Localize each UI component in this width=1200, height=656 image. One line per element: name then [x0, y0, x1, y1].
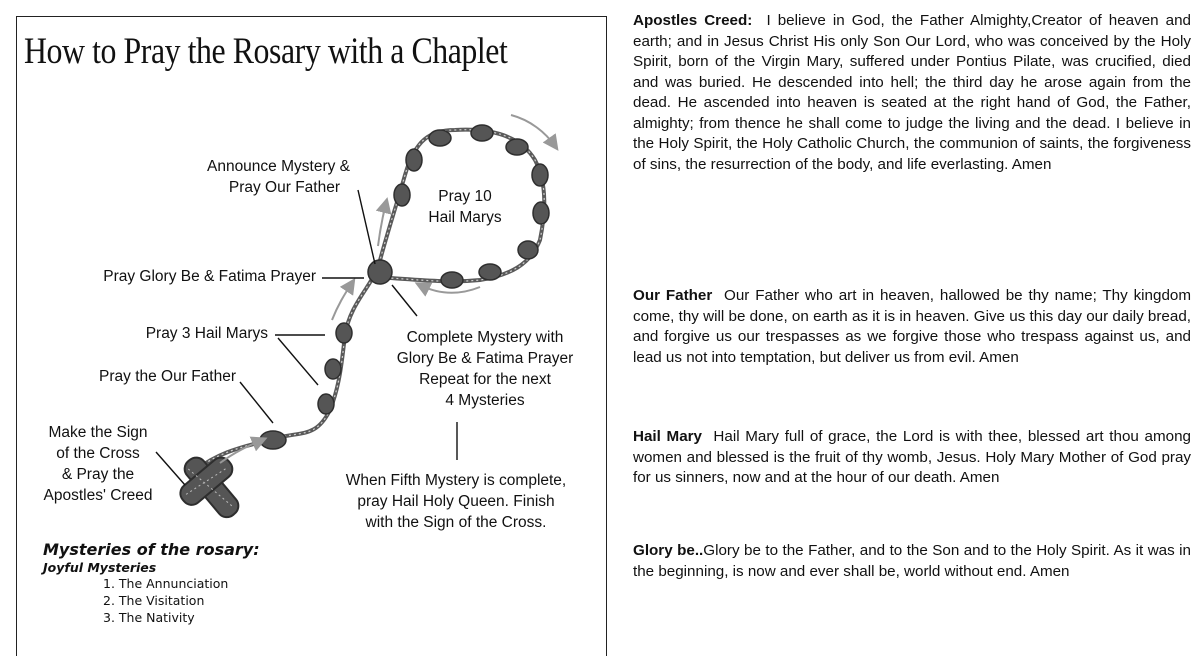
label-line: of the Cross	[56, 445, 140, 462]
joyful-mysteries-heading: Joyful Mysteries	[43, 560, 157, 575]
label-complete-mystery	[378, 327, 592, 411]
prayer-apostles-creed	[633, 11, 1191, 175]
list-item: 3. The Nativity	[103, 610, 195, 625]
label-line: Repeat for the next	[419, 371, 551, 388]
prayer-text: Our Father who art in heaven, hallowed be thy name; Thy kingdom come, thy will be done, on earth as it is in heaven. Give us this day our daily bread, and forgive us our trespasses as we forgive those who trespass against us, and lead us not into temptation, but deliver us from evil. Amen	[633, 287, 1191, 366]
label-pray-10-hail-marys	[420, 186, 510, 228]
label-line: pray Hail Holy Queen. Finish	[357, 493, 555, 510]
prayer-hail-mary	[633, 427, 1191, 489]
label-line: & Pray the	[61, 466, 135, 483]
label-announce-mystery	[180, 156, 350, 198]
label-line: Announce Mystery &	[206, 158, 350, 175]
list-item: 2. The Visitation	[103, 593, 205, 608]
prayer-title: Apostles Creed:	[633, 12, 753, 29]
prayer-text: Glory be to the Father, and to the Son and to the Holy Spirit. As it was in the beginning, is now and ever shall be, world without end. Amen	[633, 542, 1191, 580]
joyful-mysteries-list	[43, 575, 260, 626]
label-fifth-mystery	[318, 470, 594, 533]
prayer-glory-be	[633, 541, 1191, 582]
label-line: Make the Sign	[48, 424, 148, 441]
label-line: Apostles' Creed	[43, 487, 153, 504]
mysteries-list	[43, 540, 260, 626]
label-line: Pray Our Father	[228, 179, 340, 196]
prayer-text: I believe in God, the Father Almighty,Creator of heaven and earth; and in Jesus Christ His only Son Our Lord, who was conceived by the Holy Spirit, born of the Virgin Mary, suffered under Pontius Pilate, was crucified, died and was buried. He descended into hell; the third day he arose again from the dead. He ascended into heaven is seated at the right hand of God, the Father, almighty; from thence he shall come to judge the living and the dead. I believe in the Holy Spirit, the Holy Catholic Church, the communion of saints, the forgiveness of sins, the resurrection of the body, and life everlasting. Amen	[633, 12, 1192, 173]
label-line: Hail Marys	[428, 209, 502, 226]
label-sign-of-cross	[30, 422, 166, 506]
mysteries-heading: Mysteries of the rosary:	[43, 540, 260, 559]
prayer-title: Hail Mary	[633, 428, 703, 445]
label-our-father: Pray the Our Father	[99, 368, 236, 385]
prayer-title: Glory be..	[633, 542, 704, 559]
list-item: 1. The Annunciation	[103, 576, 229, 591]
prayer-text: Hail Mary full of grace, the Lord is with thee, blessed art thou among women and blessed is the fruit of thy womb, Jesus. Holy Mary Mother of God pray for us sinners, now and at the hour of our death. Amen	[633, 428, 1191, 486]
label-line: Glory Be & Fatima Prayer	[396, 350, 574, 367]
prayer-title: Our Father	[633, 287, 713, 304]
label-line: When Fifth Mystery is complete,	[345, 472, 567, 489]
label-three-hail-marys: Pray 3 Hail Marys	[145, 325, 268, 342]
label-line: with the Sign of the Cross.	[365, 514, 547, 531]
label-glory-be-fatima: Pray Glory Be & Fatima Prayer	[103, 268, 316, 285]
page-title: How to Pray the Rosary with a Chaplet	[24, 31, 508, 72]
prayer-our-father	[633, 286, 1191, 368]
label-line: Pray 10	[438, 188, 492, 205]
label-line: Complete Mystery with	[406, 329, 564, 346]
label-line: 4 Mysteries	[445, 392, 525, 409]
prayers-panel	[611, 0, 1200, 630]
